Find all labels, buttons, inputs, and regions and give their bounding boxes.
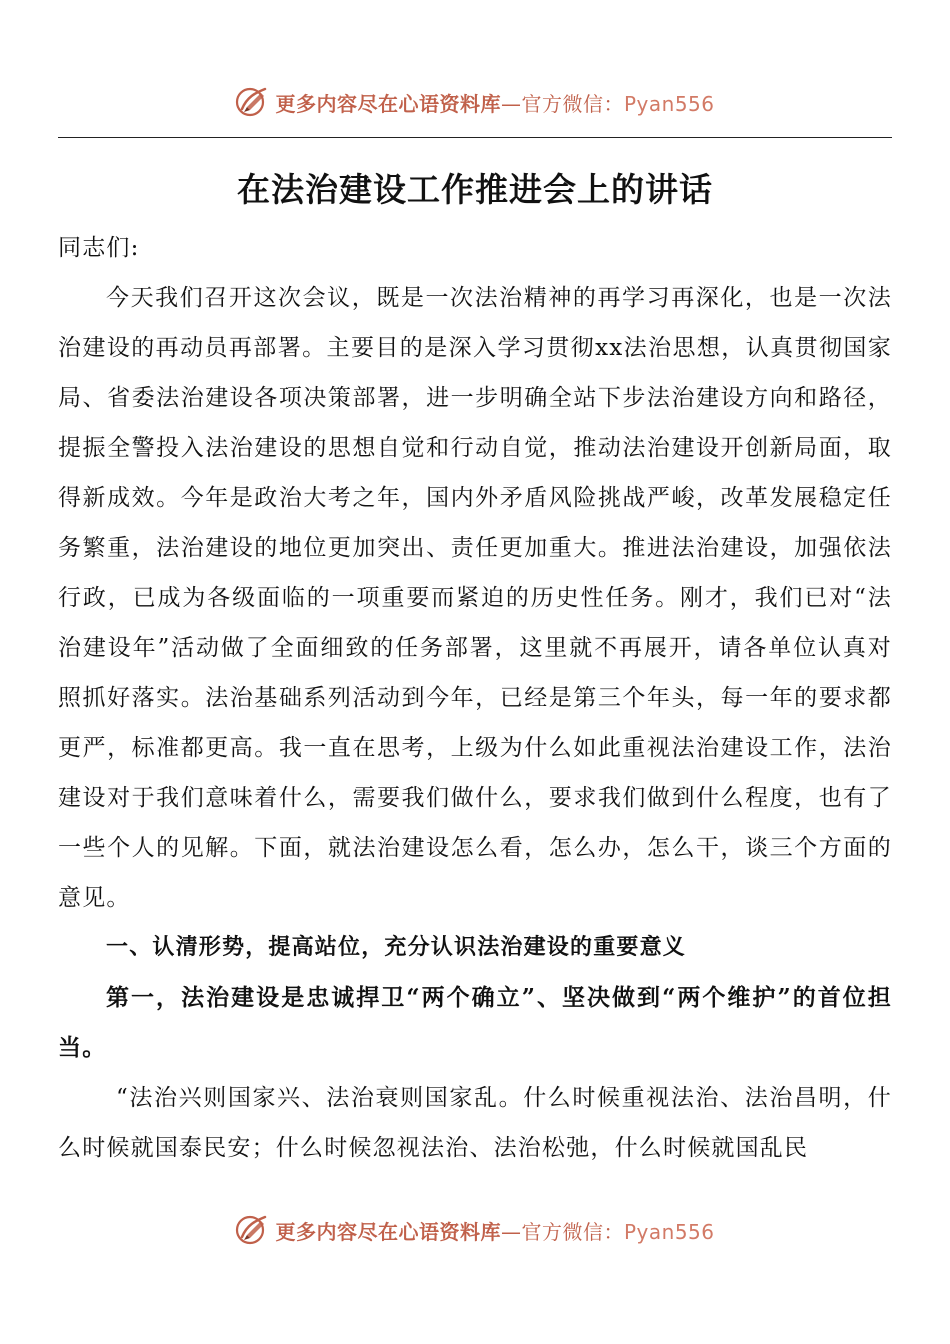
watermark-text: 更多内容尽在心语资料库—官方微信：Pyan556 <box>275 91 715 116</box>
pen-logo-icon <box>235 1213 269 1247</box>
document-title: 在法治建设工作推进会上的讲话 <box>237 170 713 209</box>
subsection-heading: 第一，法治建设是忠诚捍卫“两个确立”、坚决做到“两个维护”的首位担当。 <box>58 984 892 1061</box>
watermark-text: 更多内容尽在心语资料库—官方微信：Pyan556 <box>275 1219 715 1244</box>
pen-logo-icon <box>235 85 269 119</box>
salutation: 同志们: <box>58 235 140 261</box>
section-heading: 一、认清形势，提高站位，充分认识法治建设的重要意义 <box>106 935 687 960</box>
footer-watermark <box>0 1210 950 1250</box>
body-paragraph: “法治兴则国家兴、法治衰则国家乱。什么时候重视法治、法治昌明，什么时候就国泰民安；什么时候忽视法治、法治松弛，什么时候就国乱民 <box>58 1085 892 1161</box>
header-divider <box>58 137 892 138</box>
body-paragraph: 今天我们召开这次会议，既是一次法治精神的再学习再深化，也是一次法治建设的再动员再部署。主要目的是深入学习贯彻xx法治思想，认真贯彻国家局、省委法治建设各项决策部署，进一步明确全站下步法治建设方向和路径，提振全警投入法治建设的思想自觉和行动自觉，推动法治建设开创新局面，取得新成效。今年是政治大考之年，国内外矛盾风险挑战严峻，改革发展稳定任务繁重，法治建设的地位更加突出、责任更加重大。推进法治建设，加强依法行政，已成为各级面临的一项重要而紧迫的历史性任务。刚才，我们已对“法治建设年”活动做了全面细致的任务部署，这里就不再展开，请各单位认真对照抓好落实。法治基础系列活动到今年，已经是第三个年头，每一年的要求都更严，标准都更高。我一直在思考，上级为什么如此重视法治建设工作，法治建设对于我们意味着什么，需要我们做什么，要求我们做到什么程度，也有了一些个人的见解。下面，就法治建设怎么看，怎么办，怎么干，谈三个方面的意见。 <box>58 285 892 911</box>
document-body <box>58 223 892 1173</box>
header-watermark <box>0 82 950 122</box>
